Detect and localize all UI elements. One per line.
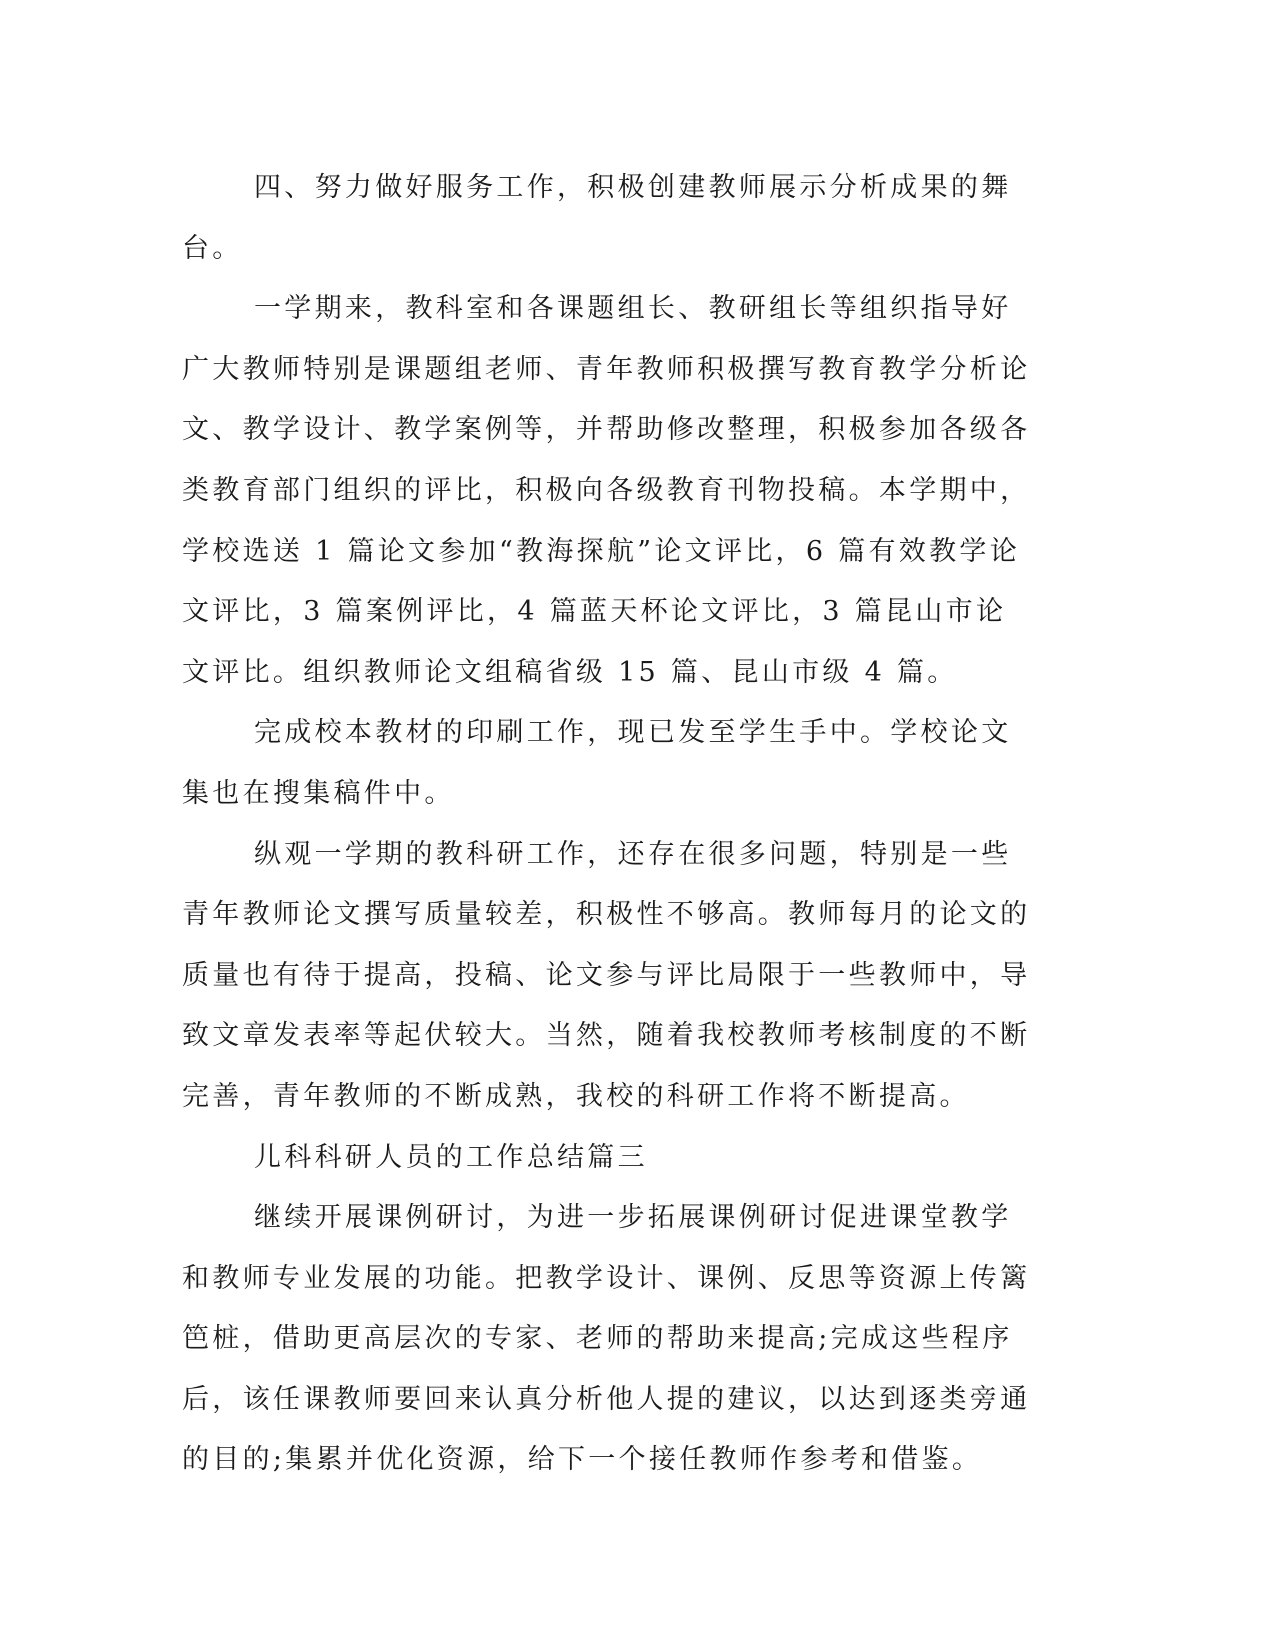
- paragraph-textbook-printing: 完成校本教材的印刷工作，现已发至学生手中。学校论文集也在搜集稿件中。: [182, 717, 1012, 809]
- paragraph-problems-review: 纵观一学期的教科研工作，还存在很多问题，特别是一些青年教师论文撰写质量较差，积极性不够高。教师每月的论文的质量也有待于提高，投稿、论文参与评比局限于一些教师中，导致文章发表率等起伏较大。当然，随着我校教师考核制度的不断完善，青年教师的不断成熟，我校的科研工作将不断提高。: [182, 838, 1031, 1112]
- section-heading-summary-part-three: 儿科科研人员的工作总结篇三: [254, 1141, 648, 1173]
- paragraph-lesson-research: 继续开展课例研讨，为进一步拓展课例研讨促进课堂教学和教师专业发展的功能。把教学设计、课例、反思等资源上传篱笆桩，借助更高层次的专家、老师的帮助来提高;完成这些程序后，该任课教师要回来认真分析他人提的建议，以达到逐类旁通的目的;集累并优化资源，给下一个接任教师作参考和借鉴。: [182, 1202, 1031, 1476]
- paragraph-paper-writing: 一学期来，教科室和各课题组长、教研组长等组织指导好广大教师特别是课题组老师、青年教师积极撰写教育教学分析论文、教学设计、教学案例等，并帮助修改整理，积极参加各级各类教育部门组织的评比，积极向各级教育刊物投稿。本学期中，学校选送 1 篇论文参加“教海探航”论文评比，6 篇有效教学论文评比，3 篇案例评比，4 篇蓝天杯论文评比，3 篇昆山市论文评比。组织教师论文组稿省级 15 篇、昆山市级 4 篇。: [182, 293, 1031, 688]
- document-body: [182, 158, 1034, 1491]
- section-heading-service-work: 四、努力做好服务工作，积极创建教师展示分析成果的舞台。: [182, 172, 1012, 264]
